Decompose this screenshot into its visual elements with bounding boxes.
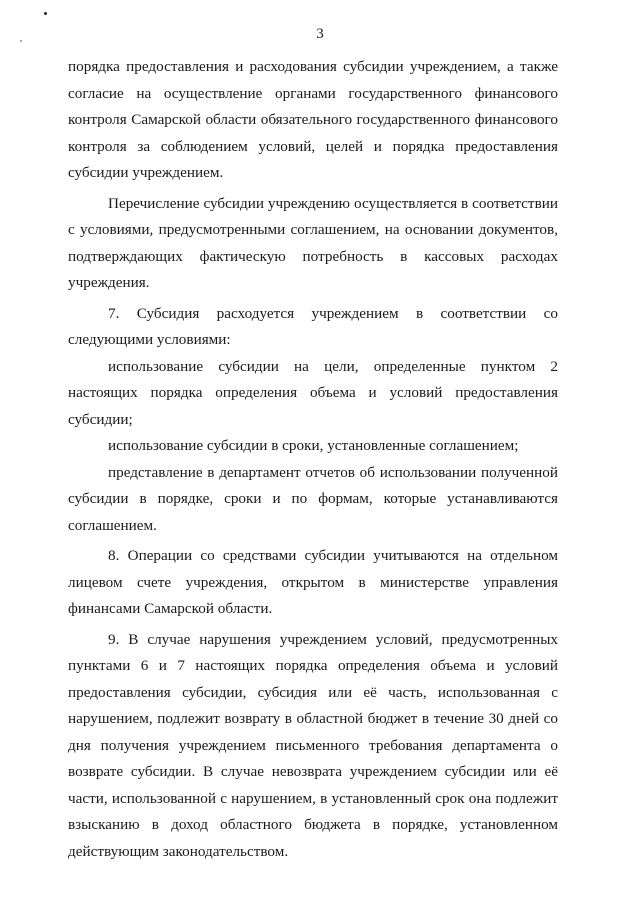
- paragraph-clause-9: 9. В случае нарушения учреждением условий, предусмотренных пунктами 6 и 7 настоящих порядка определения объема и условий предоставления субсидии, субсидия или её часть, использованная с нарушением, подлежит возврату в областной бюджет в течение 30 дней со дня получения учреждением письменного требования департамента о возврате субсидии. В случае невозврата учреждением субсидии или её части, использованной с нарушением, в установленный срок она подлежит взысканию в доход областного бюджета в порядке, установленном действующим законодательством.: [68, 630, 558, 860]
- paragraph-clause-7: 7. Субсидия расходуется учреждением в соответствии со следующими условиями:: [68, 304, 558, 348]
- paragraph-continuation: порядка предоставления и расходования субсидии учреждением, а также согласие на осуществление органами государственного финансового контроля Самарской области обязательного государственного финансового контроля за соблюдением условий, целей и порядка предоставления субсидии учреждением.: [68, 58, 558, 181]
- paragraph-condition-2: использование субсидии в сроки, установленные соглашением;: [108, 437, 519, 454]
- paragraph-clause-8: 8. Операции со средствами субсидии учитываются на отдельном лицевом счете учреждения, открытом в министерстве управления финансами Самарской области.: [68, 547, 558, 617]
- paragraph-condition-3: представление в департамент отчетов об использовании полученной субсидии в порядке, сроки и по формам, которые устанавливаются соглашением.: [68, 463, 558, 534]
- paragraph-condition-1: использование субсидии на цели, определенные пунктом 2 настоящих порядка определения объема и условий предоставления субсидии;: [68, 357, 558, 428]
- page-number: 3: [316, 26, 324, 42]
- scan-speck: [44, 12, 47, 15]
- paragraph-transfer: Перечисление субсидии учреждению осуществляется в соответствии с условиями, предусмотренными соглашением, на основании документов, подтверждающих фактическую потребность в кассовых расходах учреждения.: [68, 194, 558, 291]
- document-body: [68, 54, 558, 865]
